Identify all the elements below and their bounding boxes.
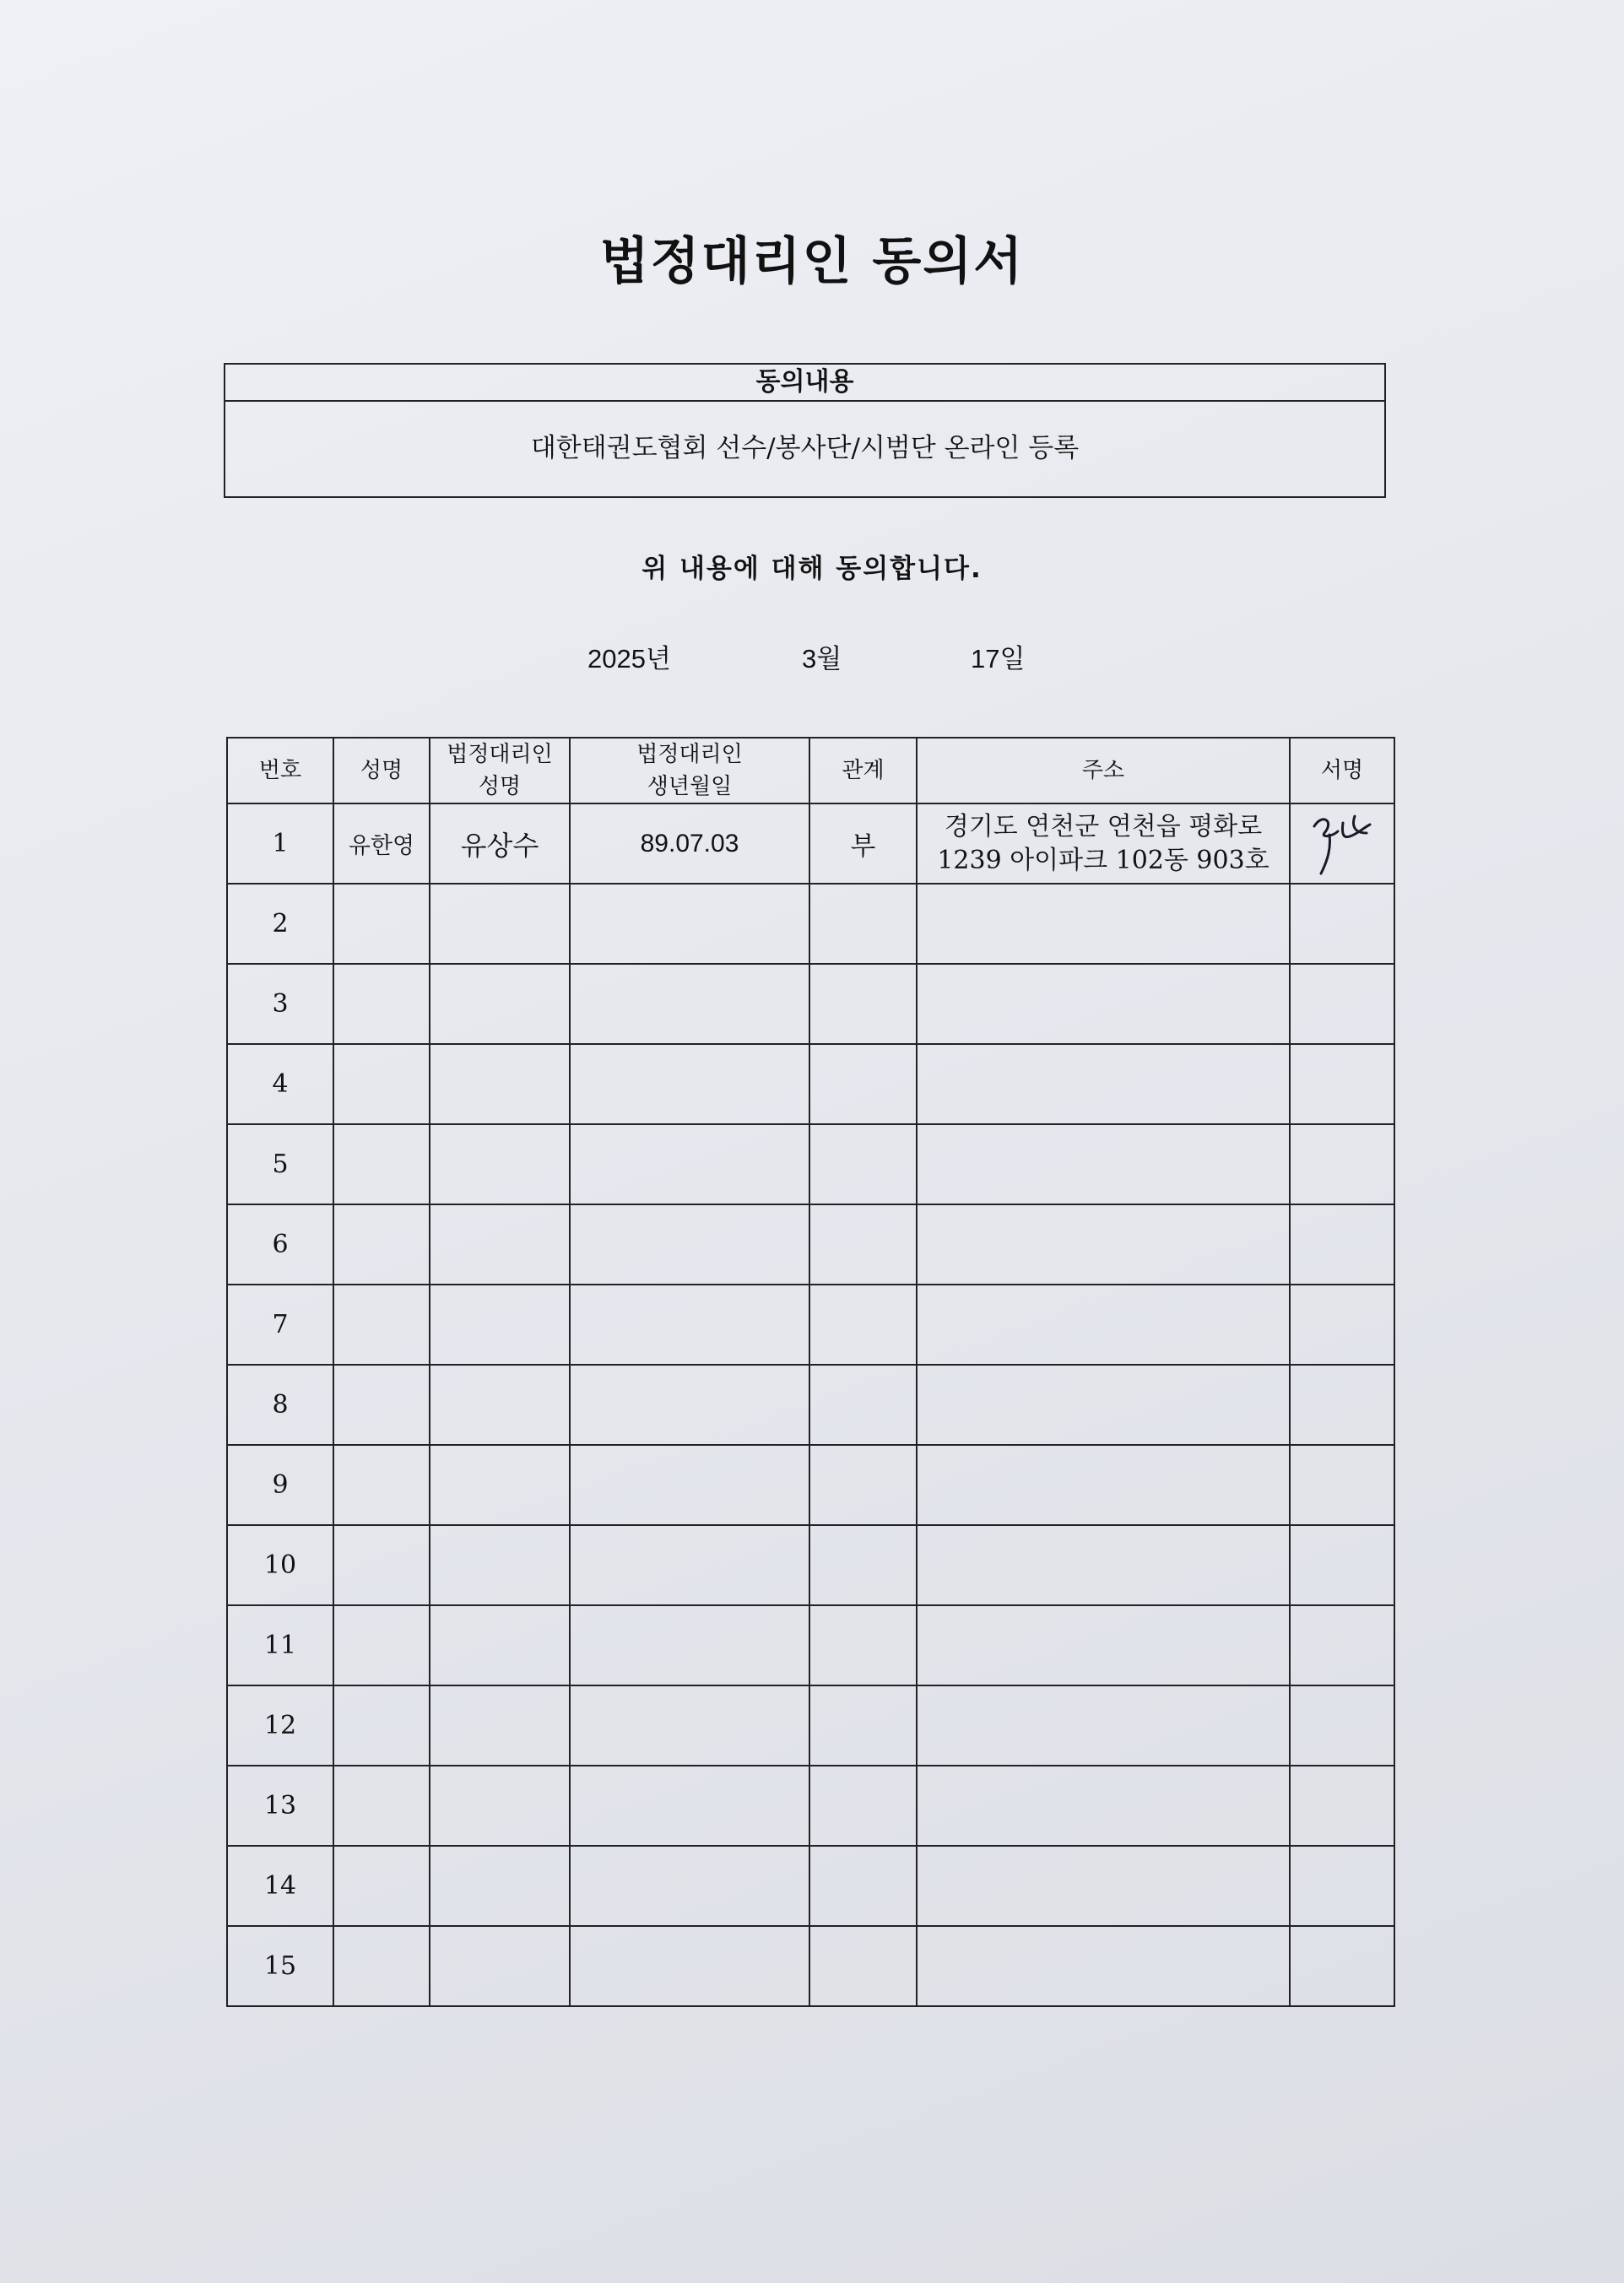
empty-cell [809, 1766, 917, 1846]
empty-cell [917, 1525, 1290, 1605]
header-relation: 관계 [809, 738, 917, 803]
empty-cell [917, 1204, 1290, 1285]
empty-cell [570, 1044, 809, 1124]
table-row [227, 1846, 1394, 1926]
empty-cell [570, 1285, 809, 1365]
document-title: 법정대리인 동의서 [599, 232, 1025, 291]
row-number: 2 [227, 884, 333, 964]
empty-cell [809, 1685, 917, 1766]
empty-cell [333, 1285, 430, 1365]
empty-cell [1290, 884, 1394, 964]
empty-cell [809, 1846, 917, 1926]
row-number: 6 [227, 1204, 333, 1285]
consent-content-box [224, 363, 1386, 498]
guardian-roster-table [226, 737, 1395, 2007]
empty-cell [809, 1044, 917, 1124]
cell-relation: 부 [809, 803, 917, 884]
empty-cell [430, 1926, 570, 2006]
empty-cell [1290, 1204, 1394, 1285]
row-number: 13 [227, 1766, 333, 1846]
row-number: 5 [227, 1124, 333, 1204]
empty-cell [1290, 1124, 1394, 1204]
empty-cell [809, 1445, 917, 1525]
table-row [227, 1044, 1394, 1124]
row-number: 8 [227, 1365, 333, 1445]
empty-cell [1290, 1766, 1394, 1846]
row-number: 11 [227, 1605, 333, 1685]
empty-cell [570, 1365, 809, 1445]
empty-cell [1290, 1525, 1394, 1605]
empty-cell [917, 1685, 1290, 1766]
empty-cell [917, 1926, 1290, 2006]
empty-cell [333, 1926, 430, 2006]
table-row [227, 1766, 1394, 1846]
empty-cell [1290, 1846, 1394, 1926]
empty-cell [333, 1124, 430, 1204]
empty-cell [917, 1285, 1290, 1365]
row-number: 9 [227, 1445, 333, 1525]
empty-cell [333, 1685, 430, 1766]
table-row [227, 884, 1394, 964]
empty-cell [1290, 964, 1394, 1044]
empty-cell [430, 884, 570, 964]
empty-cell [570, 1766, 809, 1846]
empty-cell [809, 1204, 917, 1285]
empty-cell [333, 964, 430, 1044]
table-row [227, 1685, 1394, 1766]
header-guardian-name [430, 738, 570, 803]
cell-signature [1290, 803, 1394, 884]
table-row [227, 1445, 1394, 1525]
empty-cell [570, 1124, 809, 1204]
empty-cell [809, 1124, 917, 1204]
row-number: 15 [227, 1926, 333, 2006]
empty-cell [917, 1605, 1290, 1685]
table-header-row [227, 738, 1394, 803]
header-guardian-birth-line1: 법정대리인 [636, 742, 743, 767]
empty-cell [333, 1846, 430, 1926]
empty-cell [570, 1445, 809, 1525]
empty-cell [430, 1766, 570, 1846]
empty-cell [917, 1365, 1290, 1445]
cell-guardian-name: 유상수 [430, 803, 570, 884]
empty-cell [809, 1525, 917, 1605]
table-row [227, 1605, 1394, 1685]
header-guardian-name-line1: 법정대리인 [447, 742, 553, 767]
date-month: 3월 [802, 644, 842, 674]
empty-cell [917, 1445, 1290, 1525]
empty-cell [333, 1445, 430, 1525]
table-row [227, 1285, 1394, 1365]
table-row [227, 1204, 1394, 1285]
table-row [227, 1365, 1394, 1445]
empty-cell [570, 884, 809, 964]
header-no: 번호 [227, 738, 333, 803]
empty-cell [430, 1685, 570, 1766]
empty-cell [1290, 1365, 1394, 1445]
header-guardian-birth [570, 738, 809, 803]
handwritten-signature [1296, 808, 1389, 880]
empty-cell [430, 964, 570, 1044]
header-guardian-name-line2: 성명 [478, 774, 522, 799]
empty-cell [333, 1044, 430, 1124]
empty-cell [333, 1204, 430, 1285]
empty-cell [1290, 1285, 1394, 1365]
empty-cell [809, 884, 917, 964]
header-name: 성명 [333, 738, 430, 803]
empty-cell [430, 1124, 570, 1204]
header-address: 주소 [917, 738, 1290, 803]
empty-cell [570, 1204, 809, 1285]
empty-cell [430, 1445, 570, 1525]
table-row [227, 1124, 1394, 1204]
empty-cell [1290, 1605, 1394, 1685]
empty-cell [1290, 1445, 1394, 1525]
empty-cell [333, 1365, 430, 1445]
empty-cell [917, 1766, 1290, 1846]
empty-cell [917, 964, 1290, 1044]
row-number: 7 [227, 1285, 333, 1365]
date-day: 17일 [971, 644, 1026, 674]
empty-cell [430, 1605, 570, 1685]
empty-cell [333, 1605, 430, 1685]
row-number: 1 [227, 803, 333, 884]
empty-cell [1290, 1926, 1394, 2006]
empty-cell [430, 1204, 570, 1285]
empty-cell [430, 1044, 570, 1124]
empty-cell [570, 1846, 809, 1926]
empty-cell [917, 884, 1290, 964]
table-row [227, 1926, 1394, 2006]
table-row [227, 964, 1394, 1044]
date-year: 2025년 [587, 644, 671, 674]
empty-cell [430, 1525, 570, 1605]
empty-cell [1290, 1044, 1394, 1124]
empty-cell [570, 1605, 809, 1685]
address-line2: 1239 아이파크 102동 903호 [937, 845, 1269, 875]
empty-cell [917, 1044, 1290, 1124]
empty-cell [809, 964, 917, 1044]
empty-cell [570, 964, 809, 1044]
empty-cell [917, 1846, 1290, 1926]
empty-cell [809, 1605, 917, 1685]
empty-cell [333, 1766, 430, 1846]
empty-cell [570, 1525, 809, 1605]
consent-content: 대한태권도협회 선수/봉사단/시범단 온라인 등록 [530, 433, 1080, 463]
empty-cell [333, 884, 430, 964]
empty-cell [430, 1285, 570, 1365]
row-number: 10 [227, 1525, 333, 1605]
empty-cell [809, 1285, 917, 1365]
header-signature: 서명 [1290, 738, 1394, 803]
cell-name: 유한영 [333, 803, 430, 884]
empty-cell [570, 1685, 809, 1766]
row-number: 12 [227, 1685, 333, 1766]
empty-cell [809, 1926, 917, 2006]
empty-cell [430, 1846, 570, 1926]
empty-cell [570, 1926, 809, 2006]
row-number: 3 [227, 964, 333, 1044]
cell-address [917, 803, 1290, 884]
row-number: 4 [227, 1044, 333, 1124]
empty-cell [430, 1365, 570, 1445]
empty-cell [809, 1365, 917, 1445]
header-guardian-birth-line2: 생년월일 [647, 774, 733, 799]
row-number: 14 [227, 1846, 333, 1926]
empty-cell [1290, 1685, 1394, 1766]
table-row [227, 803, 1394, 884]
cell-guardian-birth: 89.07.03 [570, 803, 809, 884]
empty-cell [917, 1124, 1290, 1204]
table-row [227, 1525, 1394, 1605]
empty-cell [333, 1525, 430, 1605]
agreement-statement: 위 내용에 대해 동의합니다. [641, 554, 983, 584]
address-line1: 경기도 연천군 연천읍 평화로 [944, 811, 1263, 841]
consent-heading: 동의내용 [225, 365, 1384, 402]
